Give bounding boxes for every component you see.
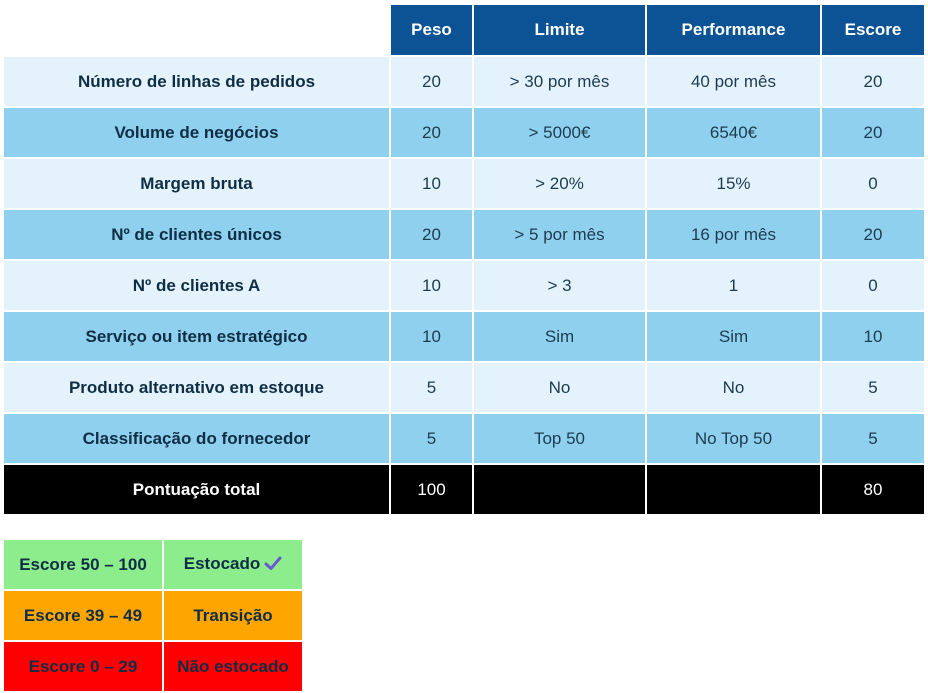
scoring-table [2, 3, 926, 516]
score-cell: 20 [822, 57, 924, 106]
criterion-cell: Produto alternativo em estoque [4, 363, 389, 412]
criterion-cell: Número de linhas de pedidos [4, 57, 389, 106]
score-cell: 10 [822, 312, 924, 361]
weight-cell: 10 [391, 159, 472, 208]
criterion-cell: Nº de clientes A [4, 261, 389, 310]
table-row [4, 210, 924, 259]
legend-row-not-stocked [4, 642, 302, 691]
performance-cell: 1 [647, 261, 820, 310]
performance-cell: 16 por mês [647, 210, 820, 259]
limit-cell: > 30 por mês [474, 57, 645, 106]
table-row [4, 312, 924, 361]
total-empty-cell [474, 465, 645, 514]
limit-cell: > 20% [474, 159, 645, 208]
criterion-cell: Margem bruta [4, 159, 389, 208]
score-legend [2, 538, 304, 693]
performance-cell: 40 por mês [647, 57, 820, 106]
total-row [4, 465, 924, 514]
header-limit: Limite [474, 5, 645, 55]
legend-status: Transição [164, 591, 302, 640]
limit-cell: > 5 por mês [474, 210, 645, 259]
legend-status [164, 540, 302, 589]
legend-status-label: Estocado [183, 553, 261, 573]
limit-cell: Top 50 [474, 414, 645, 463]
score-cell: 20 [822, 210, 924, 259]
check-icon [264, 555, 282, 576]
criterion-cell: Volume de negócios [4, 108, 389, 157]
total-empty-cell [647, 465, 820, 514]
score-cell: 5 [822, 363, 924, 412]
limit-cell: > 3 [474, 261, 645, 310]
performance-cell: 15% [647, 159, 820, 208]
weight-cell: 10 [391, 261, 472, 310]
score-cell: 0 [822, 261, 924, 310]
performance-cell: Sim [647, 312, 820, 361]
weight-cell: 20 [391, 108, 472, 157]
performance-cell: No [647, 363, 820, 412]
legend-range: Escore 0 – 29 [4, 642, 162, 691]
performance-cell: No Top 50 [647, 414, 820, 463]
weight-cell: 10 [391, 312, 472, 361]
header-blank-cell [4, 5, 389, 55]
criterion-cell: Nº de clientes únicos [4, 210, 389, 259]
header-weight: Peso [391, 5, 472, 55]
limit-cell: > 5000€ [474, 108, 645, 157]
score-cell: 0 [822, 159, 924, 208]
table-row [4, 363, 924, 412]
legend-range: Escore 39 – 49 [4, 591, 162, 640]
total-weight: 100 [391, 465, 472, 514]
table-row [4, 57, 924, 106]
score-cell: 20 [822, 108, 924, 157]
weight-cell: 20 [391, 57, 472, 106]
table-row [4, 414, 924, 463]
performance-cell: 6540€ [647, 108, 820, 157]
header-row [4, 5, 924, 55]
header-score: Escore [822, 5, 924, 55]
criterion-cell: Classificação do fornecedor [4, 414, 389, 463]
legend-status: Não estocado [164, 642, 302, 691]
header-performance: Performance [647, 5, 820, 55]
table-row [4, 159, 924, 208]
table-row [4, 261, 924, 310]
total-score: 80 [822, 465, 924, 514]
weight-cell: 5 [391, 363, 472, 412]
table-row [4, 108, 924, 157]
limit-cell: No [474, 363, 645, 412]
limit-cell: Sim [474, 312, 645, 361]
score-cell: 5 [822, 414, 924, 463]
total-label: Pontuação total [4, 465, 389, 514]
legend-row-transition [4, 591, 302, 640]
legend-row-stocked [4, 540, 302, 589]
weight-cell: 5 [391, 414, 472, 463]
weight-cell: 20 [391, 210, 472, 259]
criterion-cell: Serviço ou item estratégico [4, 312, 389, 361]
legend-range: Escore 50 – 100 [4, 540, 162, 589]
